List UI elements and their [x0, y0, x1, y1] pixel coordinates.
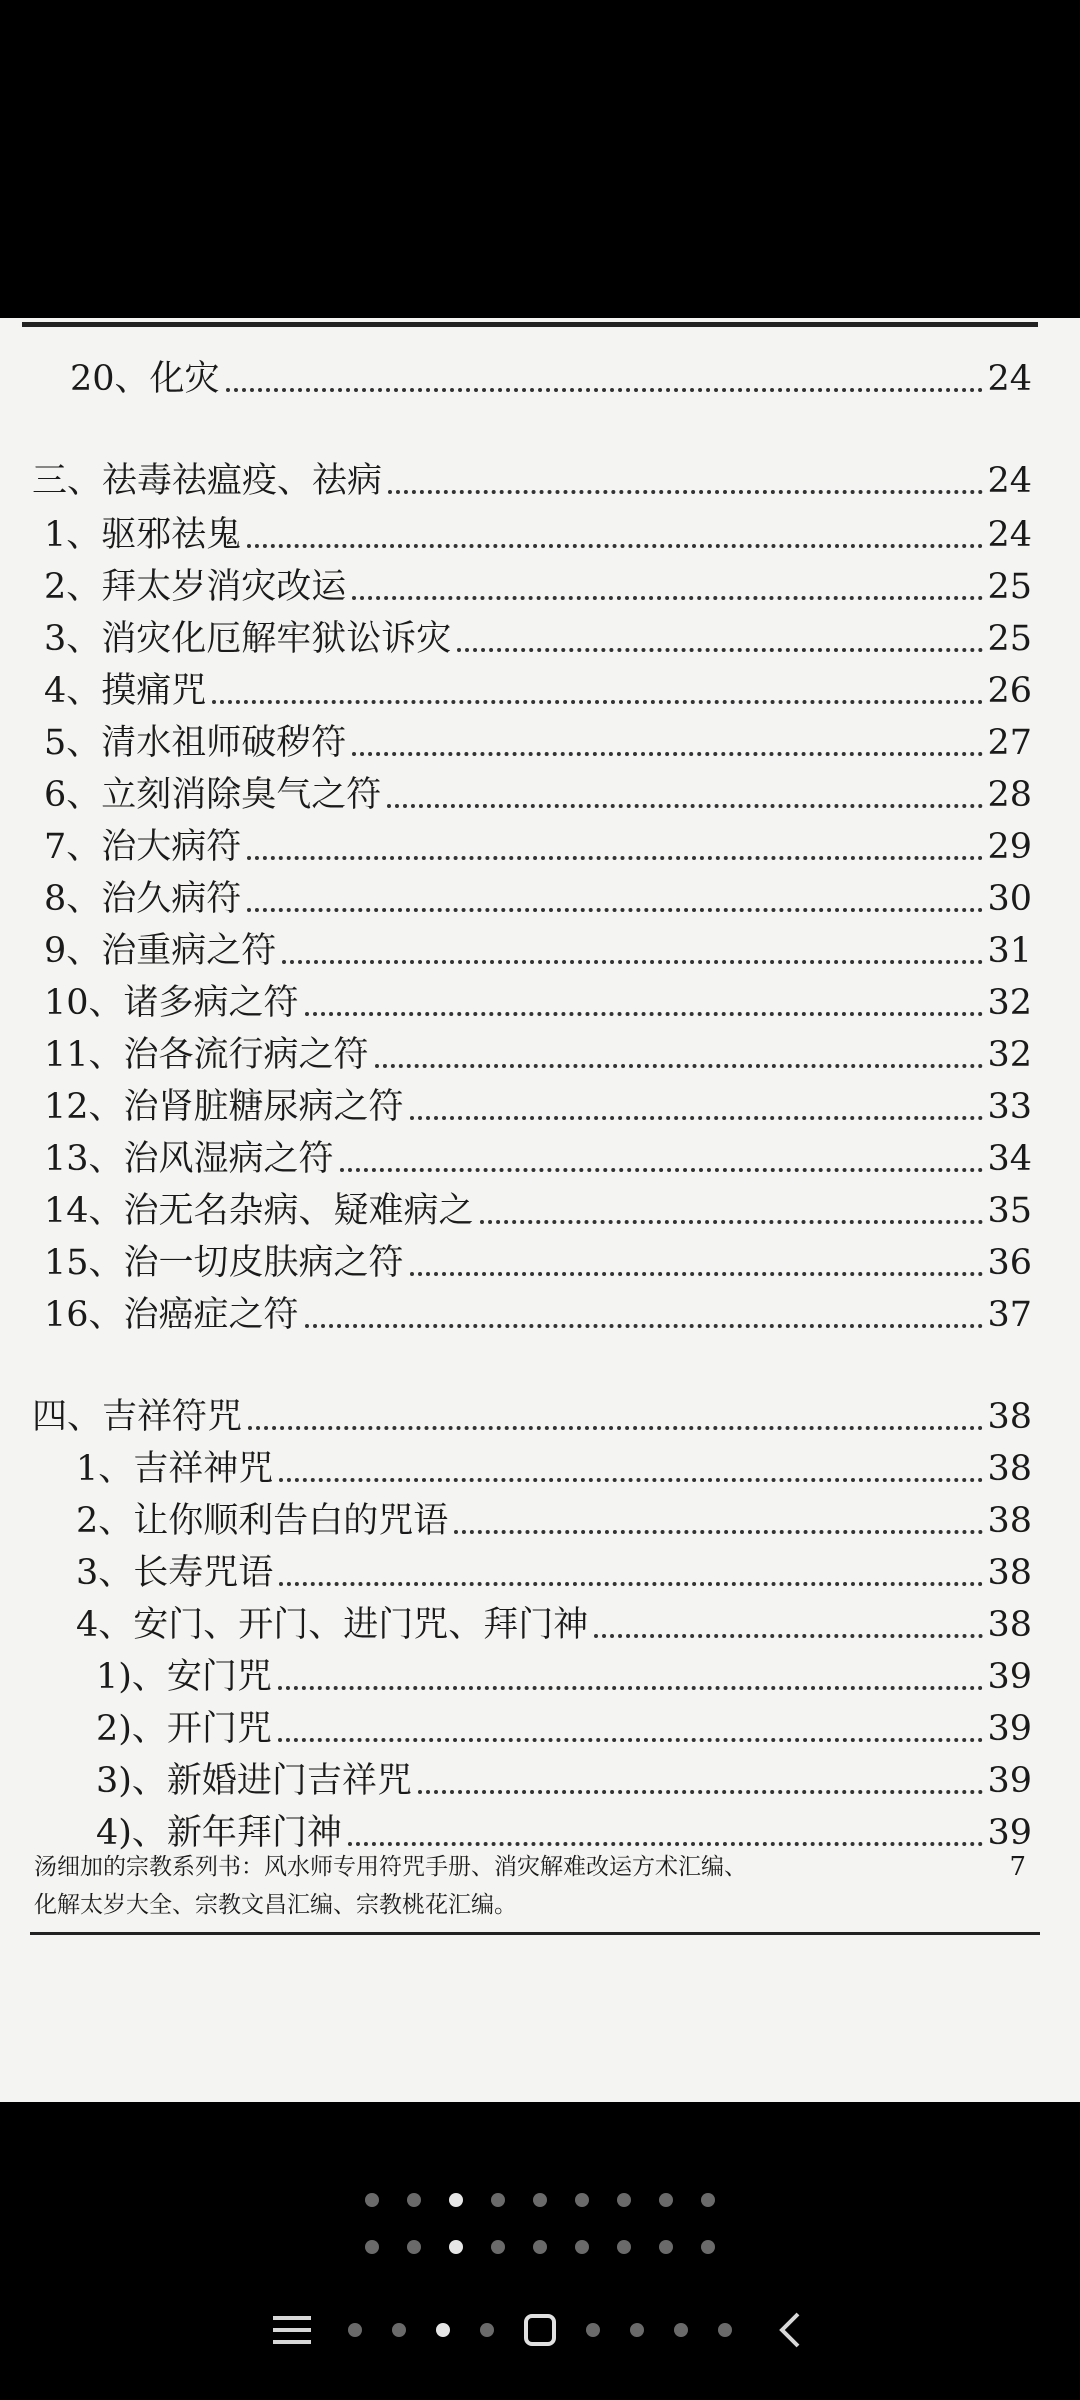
- toc-entry-page: 24: [987, 461, 1032, 501]
- toc-entry-page: 30: [987, 879, 1032, 919]
- toc-entry: [96, 1756, 1032, 1806]
- page-number: 7: [1009, 1852, 1026, 1882]
- toc-entry: [70, 354, 1032, 404]
- back-icon[interactable]: [760, 2300, 820, 2360]
- footer-line-1: 汤细加的宗教系列书：风水师专用符咒手册、消灾解难改运方术汇编、: [34, 1854, 747, 1880]
- dot-leader: [279, 1582, 983, 1586]
- toc-entry-title: 6、立刻消除臭气之符: [44, 775, 382, 815]
- dot-leader: [375, 1064, 984, 1068]
- toc-entry-title: 9、治重病之符: [44, 931, 277, 971]
- toc-entry-title: 1、吉祥神咒: [76, 1449, 274, 1489]
- dot-leader: [305, 1324, 984, 1328]
- toc-entry: [44, 822, 1032, 872]
- toc-entry-page: 28: [987, 775, 1032, 815]
- toc-entry-title: 1)、安门咒: [96, 1657, 272, 1697]
- page-indicator-dot: [407, 2193, 421, 2207]
- toc-entry: [44, 510, 1032, 560]
- page-indicator-row-2: [0, 2240, 1080, 2254]
- toc-entry-page: 25: [987, 619, 1032, 659]
- toc-entry-title: 13、治风湿病之符: [44, 1139, 334, 1179]
- dot-leader: [387, 804, 983, 808]
- toc-entry: [44, 614, 1032, 664]
- toc-entry: [32, 456, 1032, 506]
- toc-entry: [44, 1082, 1032, 1132]
- menu-icon[interactable]: [262, 2300, 322, 2360]
- top-rule: [22, 322, 1038, 327]
- toc-entry-page: 38: [987, 1553, 1032, 1593]
- toc-entry-page: 38: [987, 1397, 1032, 1437]
- dot-leader: [226, 388, 984, 392]
- dot-leader: [247, 856, 983, 860]
- dot-leader: [454, 1530, 983, 1534]
- toc-entry-title: 2、让你顺利告白的咒语: [76, 1501, 449, 1541]
- page-indicator-dot: [617, 2193, 631, 2207]
- toc-entry-page: 38: [987, 1501, 1032, 1541]
- toc-entry-page: 34: [987, 1139, 1032, 1179]
- page-indicator-dot: [449, 2240, 463, 2254]
- toc-entry: [44, 1134, 1032, 1184]
- toc-entry: [44, 1238, 1032, 1288]
- toc-entry-title: 8、治久病符: [44, 879, 242, 919]
- dot-leader: [282, 960, 983, 964]
- toc-entry-page: 39: [987, 1813, 1032, 1853]
- dot-leader: [348, 1842, 984, 1846]
- page-indicator-dot: [449, 2193, 463, 2207]
- footer-line-2: 化解太岁大全、宗教文昌汇编、宗教桃花汇编。: [34, 1892, 517, 1918]
- toc-entry: [76, 1444, 1032, 1494]
- dot-leader: [418, 1790, 984, 1794]
- toc-entry-page: 38: [987, 1605, 1032, 1645]
- document-page: [0, 318, 1080, 2102]
- page-indicator-dot: [491, 2193, 505, 2207]
- toc-entry-title: 3、消灾化厄解牢狱讼诉灾: [44, 619, 452, 659]
- toc-entry: [44, 926, 1032, 976]
- dot-leader: [480, 1220, 984, 1224]
- toc-entry-title: 15、治一切皮肤病之符: [44, 1243, 404, 1283]
- toc-entry-title: 4、安门、开门、进门咒、拜门神: [76, 1605, 589, 1645]
- page-indicator-dot: [701, 2240, 715, 2254]
- toc-entry-title: 11、治各流行病之符: [44, 1035, 369, 1075]
- page-indicator-dot: [575, 2240, 589, 2254]
- dot-leader: [278, 1686, 984, 1690]
- toc-entry-page: 36: [987, 1243, 1032, 1283]
- dot-leader: [410, 1272, 984, 1276]
- toc-entry: [44, 874, 1032, 924]
- toc-entry-page: 39: [987, 1657, 1032, 1697]
- toc-entry-page: 39: [987, 1709, 1032, 1749]
- toc-entry-page: 39: [987, 1761, 1032, 1801]
- toc-entry: [44, 770, 1032, 820]
- toc-entry: [44, 562, 1032, 612]
- bottom-rule: [30, 1932, 1040, 1935]
- navigation-bar: [0, 2300, 1080, 2360]
- toc-entry-title: 3、长寿咒语: [76, 1553, 274, 1593]
- dot-leader: [248, 1426, 983, 1430]
- toc-entry: [76, 1600, 1032, 1650]
- toc-entry: [44, 1290, 1032, 1340]
- toc-entry-title: 1、驱邪祛鬼: [44, 515, 242, 555]
- page-indicator-dot: [365, 2240, 379, 2254]
- page-indicator-dot: [575, 2193, 589, 2207]
- toc-entry-title: 2)、开门咒: [96, 1709, 272, 1749]
- toc-entry: [32, 1392, 1032, 1442]
- toc-entry: [96, 1652, 1032, 1702]
- toc-entry-title: 16、治癌症之符: [44, 1295, 299, 1335]
- toc-entry-page: 24: [987, 515, 1032, 555]
- dot-leader: [352, 596, 983, 600]
- toc-entry-title: 4、摸痛咒: [44, 671, 207, 711]
- toc-entry-page: 24: [987, 359, 1032, 399]
- toc-entry-page: 32: [987, 983, 1032, 1023]
- page-indicator-dot: [533, 2240, 547, 2254]
- toc-entry: [76, 1496, 1032, 1546]
- toc-entry: [44, 718, 1032, 768]
- dot-leader: [279, 1478, 983, 1482]
- home-row: [330, 2300, 750, 2360]
- toc-entry-page: 37: [987, 1295, 1032, 1335]
- toc-entry-title: 20、化灾: [70, 359, 220, 399]
- toc-entry-page: 29: [987, 827, 1032, 867]
- dot-leader: [410, 1116, 984, 1120]
- toc-entry: [96, 1704, 1032, 1754]
- toc-entry-page: 31: [987, 931, 1032, 971]
- toc-entry-page: 27: [987, 723, 1032, 763]
- page-indicator-dot: [533, 2193, 547, 2207]
- toc-entry-title: 10、诸多病之符: [44, 983, 299, 1023]
- page-indicator-dot: [407, 2240, 421, 2254]
- toc-entry-page: 33: [987, 1087, 1032, 1127]
- dot-leader: [340, 1168, 984, 1172]
- page-indicator-row-1: [0, 2193, 1080, 2207]
- toc-entry: [44, 1030, 1032, 1080]
- toc-entry-title: 4)、新年拜门神: [96, 1813, 342, 1853]
- toc-entry-page: 32: [987, 1035, 1032, 1075]
- page-indicator-dot: [659, 2193, 673, 2207]
- toc-entry: [44, 666, 1032, 716]
- toc-entry-title: 14、治无名杂病、疑难病之: [44, 1191, 474, 1231]
- toc-entry-title: 四、吉祥符咒: [32, 1397, 243, 1437]
- page-indicator-dot: [365, 2193, 379, 2207]
- toc-entry-page: 38: [987, 1449, 1032, 1489]
- toc-entry-title: 12、治肾脏糖尿病之符: [44, 1087, 404, 1127]
- dot-leader: [247, 544, 983, 548]
- toc-entry-title: 7、治大病符: [44, 827, 242, 867]
- dot-leader: [457, 648, 983, 652]
- toc-entry-title: 5、清水祖师破秽符: [44, 723, 347, 763]
- page-indicator-dot: [617, 2240, 631, 2254]
- toc-entry-page: 25: [987, 567, 1032, 607]
- page-indicator-dot: [701, 2193, 715, 2207]
- toc-entry-title: 3)、新婚进门吉祥咒: [96, 1761, 412, 1801]
- home-icon[interactable]: [524, 2314, 556, 2346]
- toc-entry-page: 26: [987, 671, 1032, 711]
- toc-entry: [76, 1548, 1032, 1598]
- page-indicator-dot: [491, 2240, 505, 2254]
- dot-leader: [305, 1012, 984, 1016]
- toc-entry-title: 三、祛毒祛瘟疫、祛病: [32, 461, 383, 501]
- dot-leader: [388, 490, 983, 494]
- page-footer: [34, 1848, 1036, 1924]
- dot-leader: [247, 908, 983, 912]
- toc-entry: [44, 1186, 1032, 1236]
- dot-leader: [594, 1634, 983, 1638]
- page-indicator-dot: [659, 2240, 673, 2254]
- toc-entry-page: 35: [987, 1191, 1032, 1231]
- toc-entry: [44, 978, 1032, 1028]
- dot-leader: [212, 700, 983, 704]
- dot-leader: [278, 1738, 984, 1742]
- toc-entry-title: 2、拜太岁消灾改运: [44, 567, 347, 607]
- dot-leader: [352, 752, 983, 756]
